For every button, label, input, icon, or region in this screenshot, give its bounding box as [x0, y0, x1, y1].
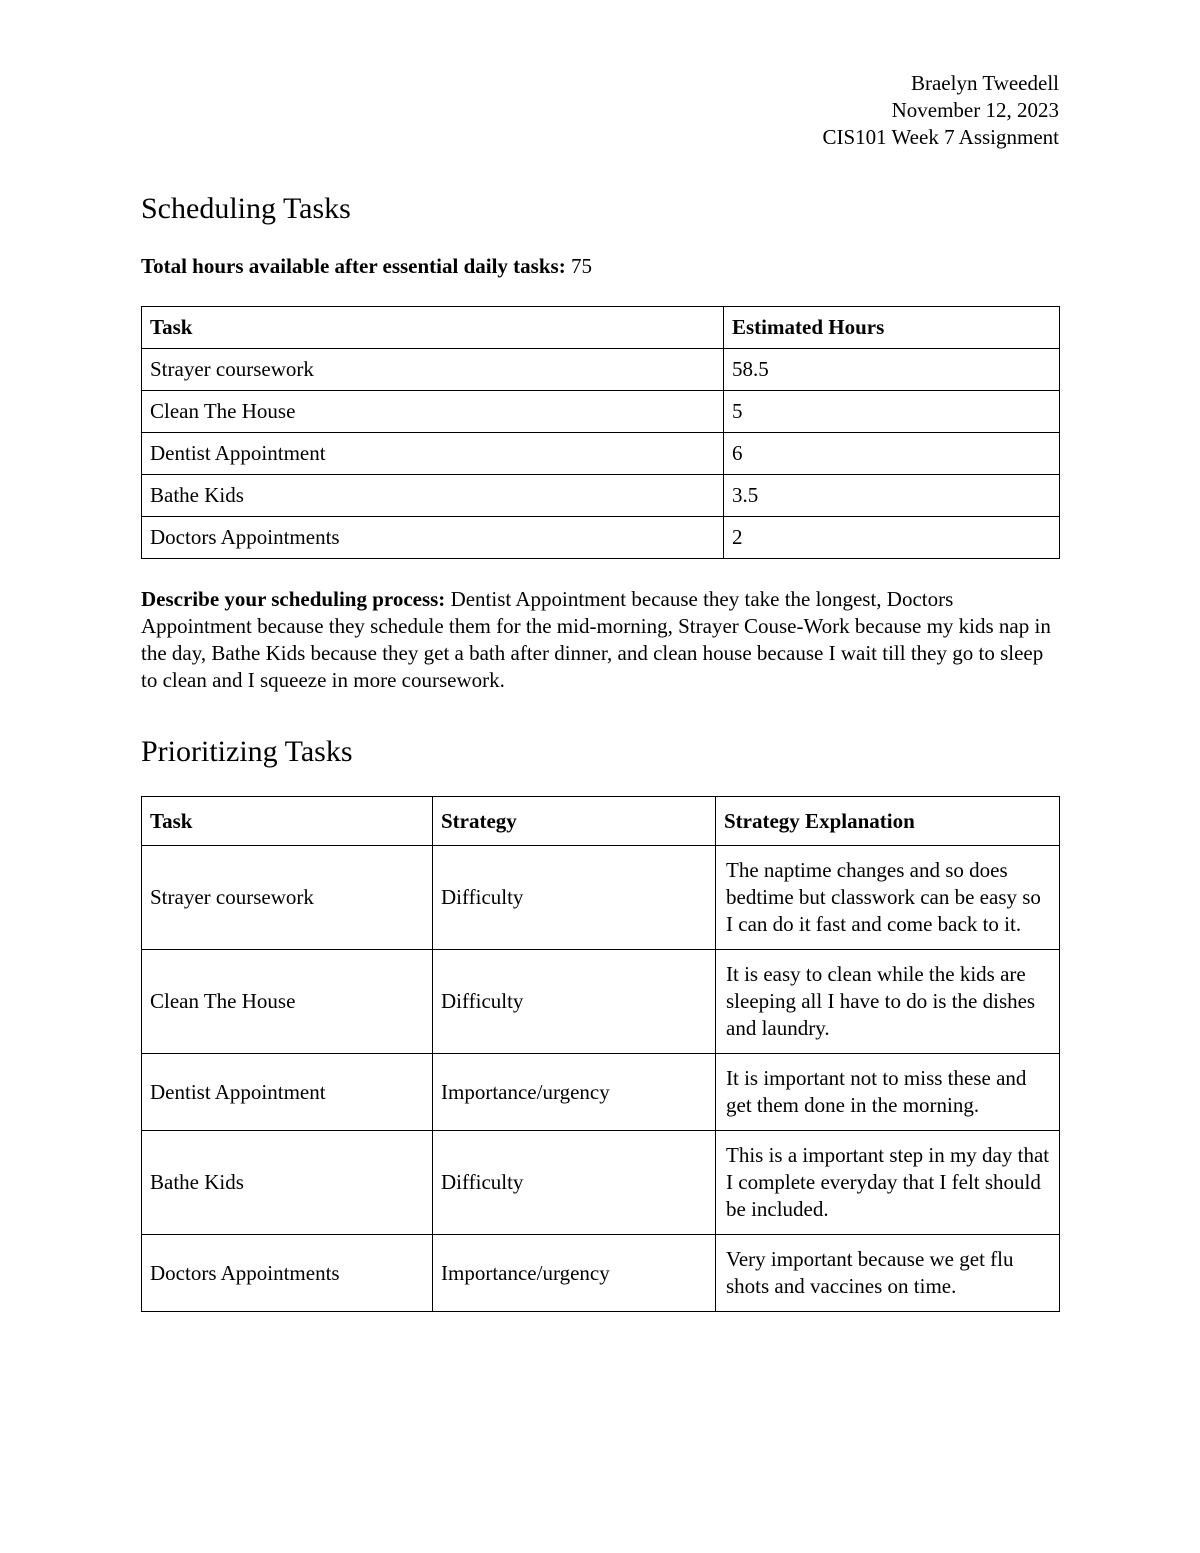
- hours-cell: 2: [724, 517, 1060, 559]
- explanation-cell: Very important because we get flu shots and vaccines on time.: [716, 1235, 1060, 1312]
- scheduling-process-paragraph: [141, 586, 1059, 694]
- author-header: [141, 70, 1059, 151]
- document-page: [141, 70, 1059, 1312]
- column-header-task: Task: [142, 797, 433, 846]
- hours-cell: 58.5: [724, 349, 1060, 391]
- explanation-cell: It is easy to clean while the kids are sleeping all I have to do is the dishes and laundry.: [716, 950, 1060, 1054]
- table-header-row: [142, 797, 1060, 846]
- total-hours-line: [141, 253, 1059, 280]
- strategy-cell: Importance/urgency: [433, 1235, 716, 1312]
- hours-cell: 3.5: [724, 475, 1060, 517]
- column-header-estimated-hours: Estimated Hours: [724, 307, 1060, 349]
- table-row: [142, 433, 1060, 475]
- scheduling-process-text: Dentist Appointment because they take the longest, Doctors Appointment because they schedule them for the mid-morning, Strayer Couse-Work because my kids nap in the day, Bathe Kids because they get a bath after dinner, and clean house because I wait till they go to sleep to clean and I squeeze in more coursework.: [141, 587, 1051, 692]
- table-row: [142, 1131, 1060, 1235]
- column-header-strategy-explanation: Strategy Explanation: [716, 797, 1060, 846]
- strategy-cell: Difficulty: [433, 950, 716, 1054]
- task-cell: Dentist Appointment: [142, 433, 724, 475]
- author-name: Braelyn Tweedell: [910, 71, 1059, 95]
- prioritizing-heading: Prioritizing Tasks: [141, 735, 353, 768]
- table-row: [142, 950, 1060, 1054]
- task-cell: Clean The House: [142, 950, 433, 1054]
- course-title: CIS101 Week 7 Assignment: [822, 125, 1059, 149]
- table-row: [142, 1054, 1060, 1131]
- explanation-cell: The naptime changes and so does bedtime but classwork can be easy so I can do it fast and come back to it.: [716, 846, 1060, 950]
- task-cell: Strayer coursework: [142, 846, 433, 950]
- table-header-row: [142, 307, 1060, 349]
- total-hours-label: Total hours available after essential daily tasks:: [141, 254, 566, 278]
- scheduling-heading: Scheduling Tasks: [141, 192, 351, 225]
- prioritizing-table: [141, 796, 1060, 1312]
- hours-cell: 5: [724, 391, 1060, 433]
- task-cell: Doctors Appointments: [142, 517, 724, 559]
- column-header-strategy: Strategy: [433, 797, 716, 846]
- table-row: [142, 517, 1060, 559]
- explanation-cell: It is important not to miss these and get them done in the morning.: [716, 1054, 1060, 1131]
- strategy-cell: Difficulty: [433, 1131, 716, 1235]
- total-hours-value: 75: [570, 254, 592, 278]
- strategy-cell: Difficulty: [433, 846, 716, 950]
- task-cell: Bathe Kids: [142, 1131, 433, 1235]
- column-header-task: Task: [142, 307, 724, 349]
- table-row: [142, 846, 1060, 950]
- hours-cell: 6: [724, 433, 1060, 475]
- scheduling-table: [141, 306, 1060, 559]
- strategy-cell: Importance/urgency: [433, 1054, 716, 1131]
- task-cell: Dentist Appointment: [142, 1054, 433, 1131]
- table-row: [142, 349, 1060, 391]
- scheduling-process-label: Describe your scheduling process:: [141, 587, 446, 611]
- table-row: [142, 1235, 1060, 1312]
- task-cell: Strayer coursework: [142, 349, 724, 391]
- table-row: [142, 475, 1060, 517]
- explanation-cell: This is a important step in my day that I complete everyday that I felt should be included.: [716, 1131, 1060, 1235]
- task-cell: Bathe Kids: [142, 475, 724, 517]
- table-row: [142, 391, 1060, 433]
- assignment-date: November 12, 2023: [891, 98, 1059, 122]
- task-cell: Doctors Appointments: [142, 1235, 433, 1312]
- task-cell: Clean The House: [142, 391, 724, 433]
